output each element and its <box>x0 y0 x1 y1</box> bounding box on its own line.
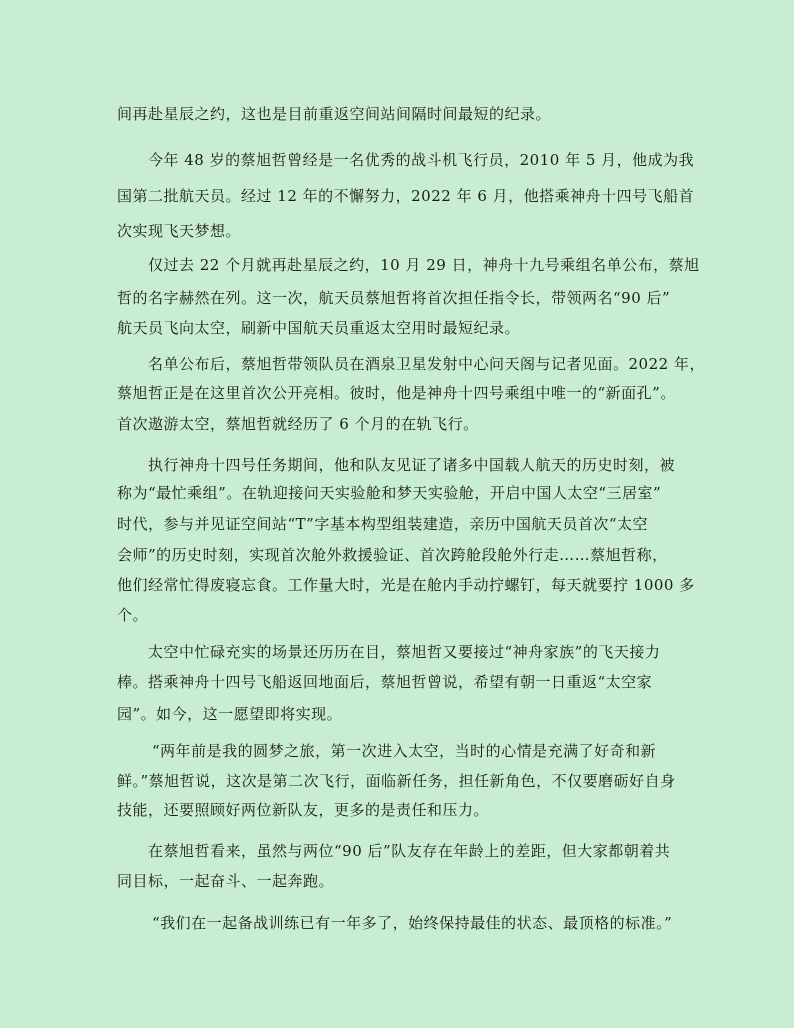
paragraph-4-line-3: 会师”的历史时刻，实现首次舱外救援验证、首次跨舱段舱外行走……蔡旭哲称， <box>117 546 668 564</box>
paragraph-2-line-0: 仅过去 22 个月就再赴星辰之约，10 月 29 日，神舟十九号乘组名单公布，蔡旭 <box>148 256 700 274</box>
paragraph-4-line-5: 个。 <box>117 606 149 624</box>
paragraph-3-line-2: 首次遨游太空，蔡旭哲就经历了 6 个月的在轨飞行。 <box>117 415 479 433</box>
paragraph-8-line-0: “我们在一起备战训练已有一年多了，始终保持最佳的状态、最顶格的标准。” <box>152 914 673 932</box>
paragraph-5-line-1: 棒。搭乘神舟十四号飞船返回地面后，蔡旭哲曾说，希望有朝一日重返“太空家 <box>117 673 653 691</box>
paragraph-6-line-1: 鲜。”蔡旭哲说，这次是第二次飞行，面临新任务，担任新角色，不仅要磨砺好自身 <box>117 772 676 790</box>
paragraph-4-line-0: 执行神舟十四号任务期间，他和队友见证了诸多中国载人航天的历史时刻，被 <box>148 456 676 474</box>
paragraph-4-line-4: 他们经常忙得废寝忘食。工作量大时，光是在舱内手动拧螺钉，每天就要拧 1000 多 <box>117 576 695 594</box>
paragraph-5-line-0: 太空中忙碌充实的场景还历历在目，蔡旭哲又要接过“神舟家族”的飞天接力 <box>148 643 661 661</box>
paragraph-4-line-1: 称为“最忙乘组”。在轨迎接问天实验舱和梦天实验舱，开启中国人太空“三居室” <box>117 484 662 502</box>
paragraph-5-line-2: 园”。如今，这一愿望即将实现。 <box>117 705 343 723</box>
paragraph-1-line-0: 今年 48 岁的蔡旭哲曾经是一名优秀的战斗机飞行员，2010 年 5 月，他成为我 <box>148 151 695 169</box>
paragraph-6-line-0: “两年前是我的圆梦之旅，第一次进入太空，当时的心情是充满了好奇和新 <box>152 742 657 760</box>
paragraph-2-line-2: 航天员飞向太空，刷新中国航天员重返太空用时最短纪录。 <box>117 319 521 337</box>
paragraph-7-line-0: 在蔡旭哲看来，虽然与两位“90 后”队友存在年龄上的差距，但大家都朝着共 <box>148 842 671 860</box>
paragraph-3-line-0: 名单公布后，蔡旭哲带领队员在酒泉卫星发射中心问天阁与记者见面。2022 年， <box>148 355 705 373</box>
paragraph-6-line-2: 技能，还要照顾好两位新队友，更多的是责任和压力。 <box>117 801 490 819</box>
paragraph-7-line-1: 同目标，一起奋斗、一起奔跑。 <box>117 872 335 890</box>
paragraph-3-line-1: 蔡旭哲正是在这里首次公开亮相。彼时，他是神舟十四号乘组中唯一的“新面孔”。 <box>117 384 676 402</box>
paragraph-1-line-1: 国第二批航天员。经过 12 年的不懈努力，2022 年 6 月，他搭乘神舟十四号飞船首 <box>117 187 695 205</box>
paragraph-4-line-2: 时代，参与并见证空间站“T”字基本构型组装建造，亲历中国航天员首次“太空 <box>117 515 649 533</box>
paragraph-2-line-1: 哲的名字赫然在列。这一次，航天员蔡旭哲将首次担任指令长，带领两名“90 后” <box>117 289 671 307</box>
paragraph-1-line-2: 次实现飞天梦想。 <box>117 222 242 240</box>
paragraph-0-line-0: 间再赴星辰之约，这也是目前重返空间站间隔时间最短的纪录。 <box>117 105 552 123</box>
